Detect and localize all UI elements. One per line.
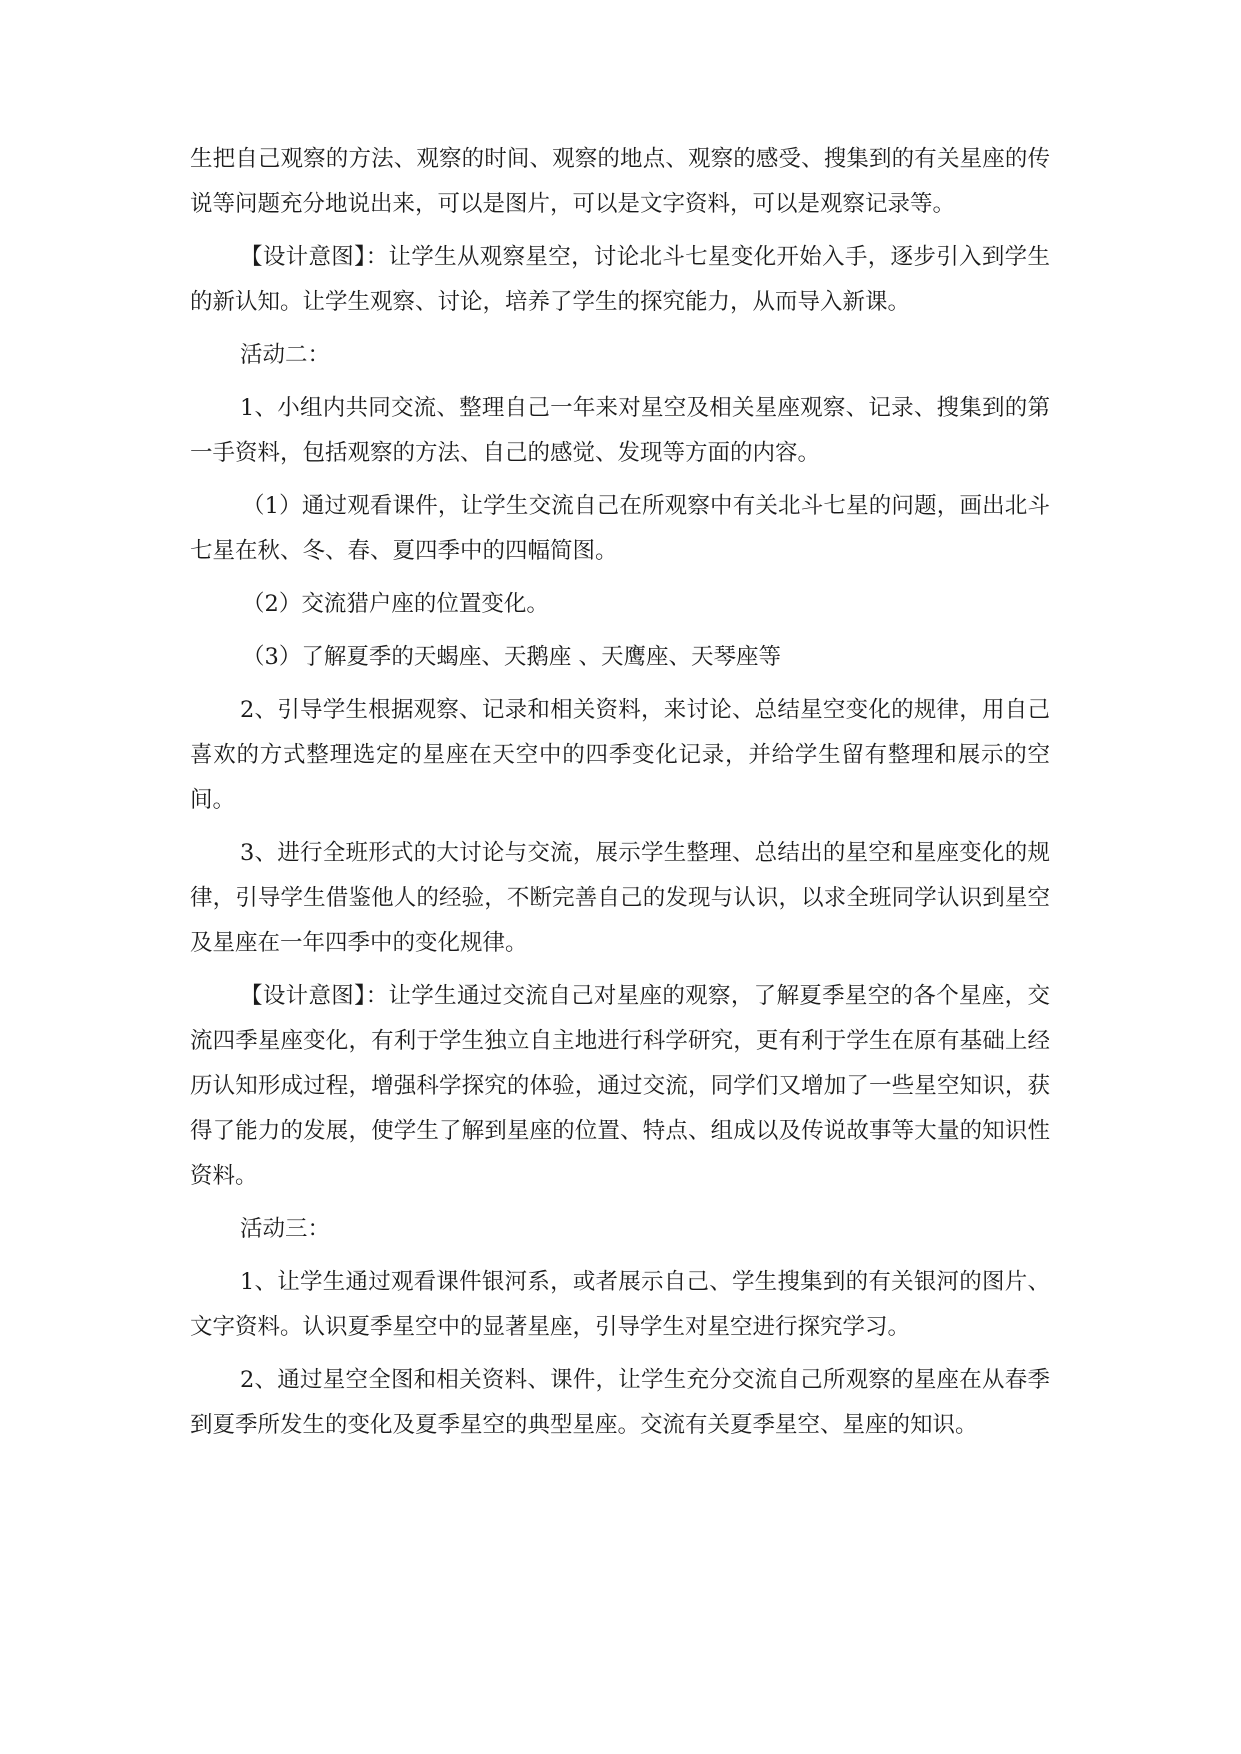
paragraph-text: 生把自己观察的方法、观察的时间、观察的地点、观察的感受、搜集到的有关星座的传说等问题充分地说出来，可以是图片，可以是文字资料，可以是观察记录等。 [190, 146, 1050, 217]
paragraph-text: 2、引导学生根据观察、记录和相关资料，来讨论、总结星空变化的规律，用自己喜欢的方式整理选定的星座在天空中的四季变化记录，并给学生留有整理和展示的空间。 [190, 697, 1050, 813]
paragraph-text: 1、小组内共同交流、整理自己一年来对星空及相关星座观察、记录、搜集到的第一手资料，包括观察的方法、自己的感觉、发现等方面的内容。 [190, 395, 1050, 466]
activity-two-subitem-3 [190, 635, 1050, 680]
heading-text: 活动二： [240, 342, 331, 368]
activity-two-item-2 [190, 688, 1050, 823]
paragraph-text: ：让学生从观察星空，讨论北斗七星变化开始入手，逐步引入到学生的新认知。让学生观察、讨论，培养了学生的探究能力，从而导入新课。 [190, 244, 1050, 315]
paragraph-text: 2、通过星空全图和相关资料、课件，让学生充分交流自己所观察的星座在从春季到夏季所发生的变化及夏季星空的典型星座。交流有关夏季星空、星座的知识。 [190, 1367, 1050, 1438]
paragraph-text: （2）交流猎户座的位置变化。 [242, 591, 549, 617]
activity-three-item-1 [190, 1260, 1050, 1350]
paragraph-text: （1）通过观看课件，让学生交流自己在所观察中有关北斗七星的问题，画出北斗七星在秋、冬、春、夏四季中的四幅简图。 [190, 493, 1050, 564]
activity-two-item-3 [190, 831, 1050, 966]
activity-three-heading [190, 1207, 1050, 1252]
design-intent-label: 【设计意图】 [240, 244, 366, 270]
paragraph-text: ：让学生通过交流自己对星座的观察，了解夏季星空的各个星座，交流四季星座变化，有利于学生独立自主地进行科学研究，更有利于学生在原有基础上经历认知形成过程，增强科学探究的体验，通过交流，同学们又增加了一些星空知识，获得了能力的发展，使学生了解到星座的位置、特点、组成以及传说故事等大量的知识性资料。 [190, 983, 1050, 1189]
activity-three-item-2 [190, 1358, 1050, 1448]
paragraph-design-intent-2 [190, 974, 1050, 1199]
activity-two-item-1 [190, 386, 1050, 476]
document-body [190, 137, 1050, 1448]
design-intent-label: 【设计意图】 [240, 983, 366, 1009]
heading-text: 活动三： [240, 1216, 331, 1242]
paragraph-text: （3）了解夏季的天蝎座、天鹅座 、天鹰座、天琴座等 [242, 644, 781, 670]
paragraph-text: 3、进行全班形式的大讨论与交流，展示学生整理、总结出的星空和星座变化的规律，引导学生借鉴他人的经验，不断完善自己的发现与认识，以求全班同学认识到星空及星座在一年四季中的变化规律。 [190, 840, 1050, 956]
activity-two-heading [190, 333, 1050, 378]
paragraph-continued-observation [190, 137, 1050, 227]
activity-two-subitem-2 [190, 582, 1050, 627]
paragraph-text: 1、让学生通过观看课件银河系，或者展示自己、学生搜集到的有关银河的图片、文字资料。认识夏季星空中的显著星座，引导学生对星空进行探究学习。 [190, 1269, 1050, 1340]
paragraph-design-intent-1 [190, 235, 1050, 325]
activity-two-subitem-1 [190, 484, 1050, 574]
